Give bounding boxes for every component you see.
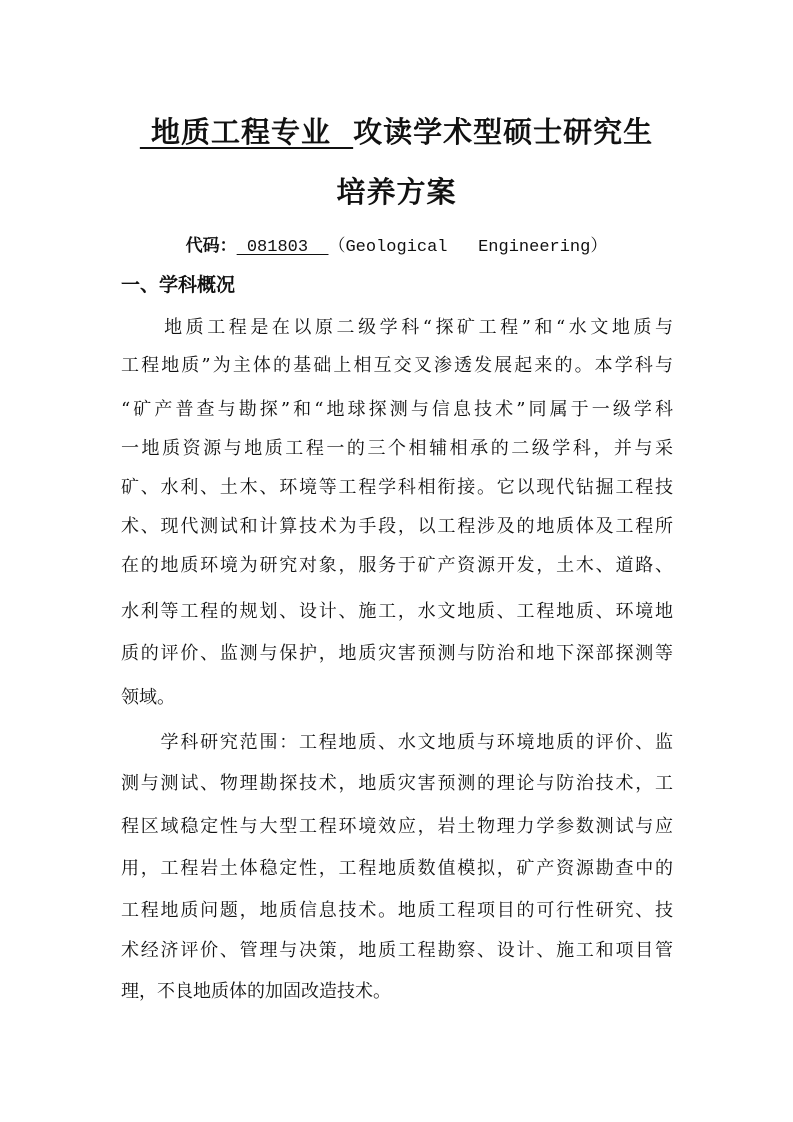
paragraph-line: 质的评价、监测与保护，地质灾害预测与防治和地下深部探测等 bbox=[121, 643, 673, 664]
paragraph-line: 在的地质环境为研究对象，服务于矿产资源开发，土木、道路、 bbox=[121, 555, 673, 576]
paragraph-line: 术、现代测试和计算技术为手段，以工程涉及的地质体及工程所 bbox=[121, 516, 673, 537]
paragraph-line: 领域。 bbox=[121, 687, 175, 708]
paragraph-line: 一地质资源与地质工程一的三个相辅相承的二级学科，并与采 bbox=[121, 438, 673, 459]
english-name: （Geological Engineering） bbox=[328, 238, 608, 257]
paragraph-line: “矿产普查与勘探”和“地球探测与信息技术”同属于一级学科 bbox=[121, 399, 673, 420]
paragraph-line: 用，工程岩土体稳定性，工程地质数值模拟，矿产资源勘查中的 bbox=[121, 858, 673, 879]
paragraph-line: 工程地质问题，地质信息技术。地质工程项目的可行性研究、技 bbox=[121, 900, 673, 921]
code-value: 081803 bbox=[236, 238, 329, 257]
paragraph-line: 学科研究范围：工程地质、水文地质与环境地质的评价、监 bbox=[121, 732, 673, 753]
paragraph-line: 地质工程是在以原二级学科“探矿工程”和“水文地质与 bbox=[121, 317, 673, 338]
code-label: 代码： bbox=[185, 236, 237, 256]
major-name: 地质工程专业 bbox=[139, 115, 354, 149]
degree-type: 攻读学术型硕士研究生 bbox=[353, 115, 654, 149]
paragraph-line: 程区域稳定性与大型工程环境效应，岩土物理力学参数测试与应 bbox=[121, 816, 673, 837]
section-heading-overview: 一、学科概况 bbox=[121, 274, 236, 296]
paragraph-line: 水利等工程的规划、设计、施工，水文地质、工程地质、环境地 bbox=[121, 601, 673, 622]
document-title-line-2: 培养方案 bbox=[336, 175, 457, 209]
document-title-line-1 bbox=[0, 110, 793, 151]
paragraph-line: 理，不良地质体的加固改造技术。 bbox=[121, 981, 391, 1002]
paragraph-line: 矿、水利、土木、环境等工程学科相衔接。它以现代钻掘工程技 bbox=[121, 477, 673, 498]
paragraph-line: 术经济评价、管理与决策，地质工程勘察、设计、施工和项目管 bbox=[121, 940, 673, 961]
paragraph-line: 工程地质”为主体的基础上相互交叉渗透发展起来的。本学科与 bbox=[121, 355, 673, 376]
paragraph-line: 测与测试、物理勘探技术，地质灾害预测的理论与防治技术，工 bbox=[121, 773, 673, 794]
discipline-code-line bbox=[0, 231, 793, 257]
